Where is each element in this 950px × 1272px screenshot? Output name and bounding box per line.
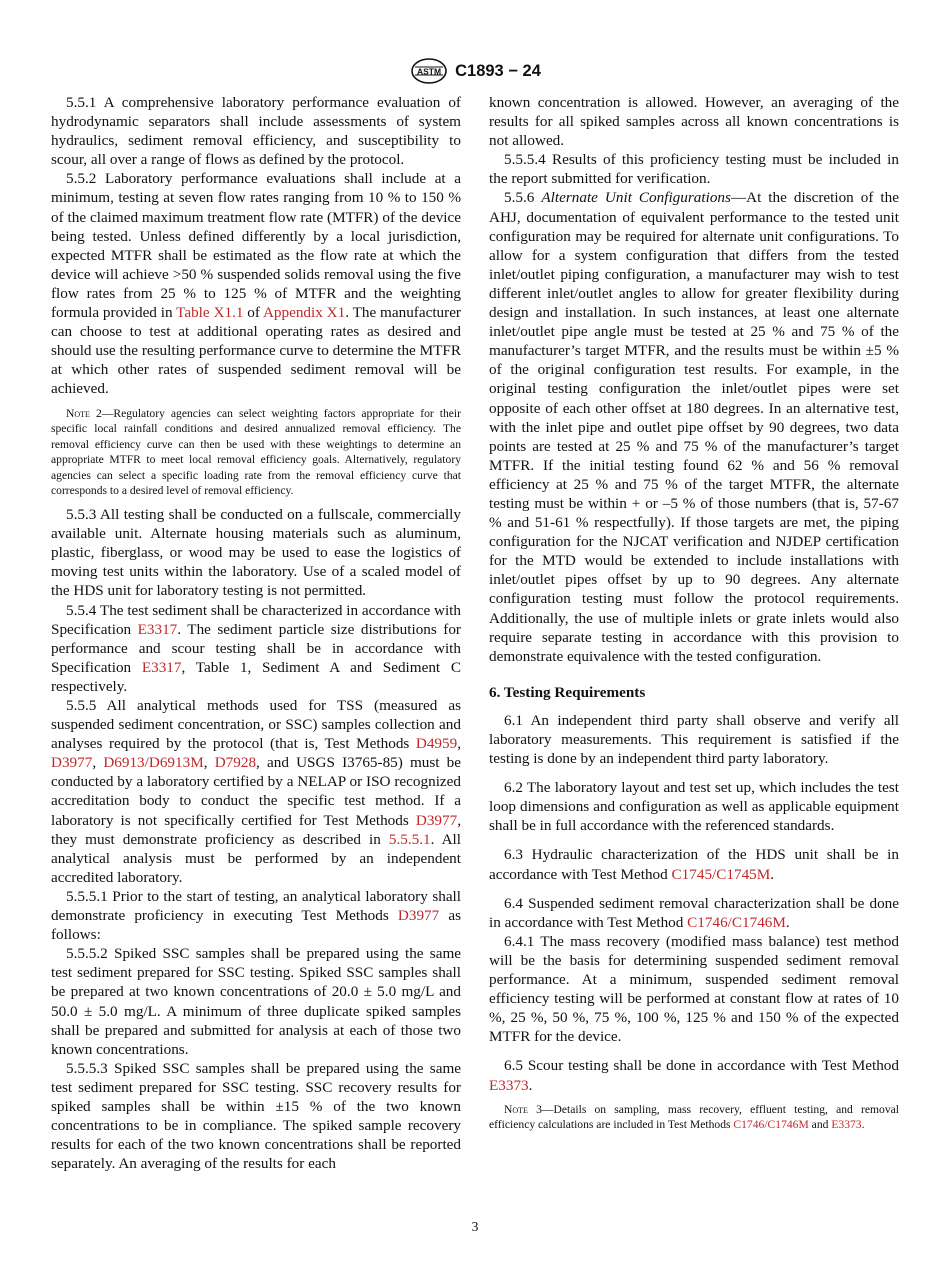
- svg-text:ASTM: ASTM: [417, 66, 442, 77]
- para-5-5-2: 5.5.2 Laboratory performance evaluations shall include at a minimum, testing at seven flow rates ranging from 10 % to 150 % of the claimed maximum treatment flow rate (MTFR) of the device being tested. Unless defined differently by a local jurisdiction, expected MTFR shall be estimated as the flow rate at which the device will achieve >50 % suspended solids removal using the five flow rates from 25 % to 125 % of MTFR and the weighting formula provided in Table X1.1 of Appendix X1. The manufacturer can choose to test at additional operating rates as desired and should use the resulting performance curve to determine the MTFR at which other rates of suspended sediment removal will be achieved.: [51, 170, 461, 398]
- para-5-5-3: 5.5.3 All testing shall be conducted on a fullscale, commercially available unit. Alternate housing materials such as aluminum, plastic, fiberglass, or wood may be used to ease the logistics of moving test units within the laboratory. Use of a scaled model of the HDS unit for laboratory testing is not permitted.: [51, 506, 461, 600]
- para-5-5-6-title: Alternate Unit Configurations: [541, 189, 731, 207]
- link-e3317[interactable]: E3317: [141, 658, 182, 676]
- para-5-5-5-3: 5.5.5.3 Spiked SSC samples shall be prepared using the same test sediment prepared for SSC testing. SSC recovery results for spiked samples shall be within ±15 % of the two known concentrations to be in compliance. The spiked sample recovery results for each of the two known concentrations shall be reported separately. An averaging of the results for each: [51, 1059, 461, 1173]
- standard-code: C1893 − 24: [455, 61, 541, 80]
- para-5-5-5-2: 5.5.5.2 Spiked SSC samples shall be prepared using the same test sediment prepared for SSC testing. Spiked SSC samples shall be prepared at two known concentrations of 20.0 ± 5.0 mg/L and 50.0 ± 5.0 mg/L. A minimum of three duplicate spiked samples shall be prepared and submitted for analysis at each of those two known concentrations.: [51, 945, 461, 1058]
- para-5-5-5-1: 5.5.5.1 Prior to the start of testing, an analytical laboratory shall demonstrate proficiency in executing Test Methods D3977 as follows:: [51, 887, 461, 944]
- page-header: [0, 56, 950, 86]
- link-d4959[interactable]: D4959: [415, 735, 458, 753]
- link-c1746[interactable]: C1746/C1746M: [733, 1118, 809, 1132]
- link-section-5-5-5-1[interactable]: 5.5.5.1: [388, 830, 431, 848]
- para-5-5-5: 5.5.5 All analytical methods used for TSS (measured as suspended sediment concentration, or SSC) samples collection and analyses required by the protocol (that is, Test Methods D4959, D3977, D6913/D6913M, D7928, and USGS I3765-85) must be conducted by a laboratory certified by a NELAP or ISO recognized accreditation body to conduct the specific test method. If a laboratory is not specifically certified for Test Methods D3977, they must demonstrate proficiency as described in 5.5.5.1. All analytical analysis must be performed by an independent accredited laboratory.: [51, 697, 462, 886]
- para-continued: known concentration is allowed. However, an averaging of the results for all spiked samples across all known concentrations is not allowed.: [489, 94, 899, 150]
- note-2: Note 2—Regulatory agencies can select weighting factors appropriate for their specific local rainfall conditions and desired annualized removal efficiency. The removal efficiency curve can then be used with these weightings to determine an appropriate MTFR to meet local removal efficiency goals. Alternatively, regulatory agencies can select a specific loading rate from the removal efficiency curve that corresponds to a desired level of removal efficiency.: [51, 406, 462, 498]
- link-e3317[interactable]: E3317: [137, 620, 178, 638]
- link-e3373[interactable]: E3373: [489, 1076, 529, 1094]
- para-5-5-1: 5.5.1 A comprehensive laboratory performance evaluation of hydrodynamic separators shall include assessments of system hydraulics, sediment removal efficiency, and susceptibility to scour, all over a range of flows as defined by the protocol.: [51, 94, 461, 169]
- para-6-1: 6.1 An independent third party shall observe and verify all laboratory measurements. This requirement is satisfied if the testing is done by an independent third party laboratory.: [489, 711, 899, 768]
- para-6-4-1: 6.4.1 The mass recovery (modified mass balance) test method will be the basis for determining suspended sediment removal performance. At a minimum, suspended sediment removal efficiency testing will be performed at constant flow at rates of 10 %, 25 %, 50 %, 75 %, 100 %, 125 % and 150 % of the expected MTFR for the device.: [489, 932, 899, 1046]
- right-column: [489, 93, 899, 1139]
- para-5-5-5-4: 5.5.5.4 Results of this proficiency testing must be included in the report submitted for verification.: [489, 151, 899, 188]
- note-3: Note 3—Details on sampling, mass recovery, effluent testing, and removal efficiency calculations are included in Test Methods C1746/C1746M and E3373.: [489, 1102, 899, 1132]
- para-6-4: 6.4 Suspended sediment removal characterization shall be done in accordance with Test Method C1746/C1746M.: [489, 894, 899, 931]
- para-5-5-6: 5.5.6 Alternate Unit Configurations—At the discretion of the AHJ, documentation of equivalent performance to the tested unit configuration may be required for alternate unit configurations. To allow for a system configuration that differs from the tested inlet/outlet piping configuration, a manufacturer may wish to test different inlet/outlet angles to allow for greater flexibility during design and installation. In such instances, at least one alternate inlet/outlet pipe angle must be tested at 25 % and 75 % of the manufacturer’s target MTFR, and the results must be within ±5 % of the original configuration test results. For example, in the original testing configuration the inlet/outlet pipes were set opposite of each other offset at 180 degrees. In an alternative test, with the inlet pipe and outlet pipe offset by 90 degrees, two data points are tested at 25 % and 75 % of the manufacturer’s target MTFR. If the initial testing found 62 % and 56 % removal efficiency at 25 % and 75 % of the target MTFR, the alternate testing must be within + or –5 % of those numbers (that is, 57-67 % and 51-61 % respectfully). If those targets are met, the piping configuration for the NJCAT verification and NJDEP certification for the MTD would be extended to include installations with inlet/outlet pipes offset by up to 90 degrees. Any alternate configuration testing must follow the protocol requirements. Additionally, the use of multiple inlets or grate inlets would also require separate testing in accordance with this provision to demonstrate equivalence with the tested configuration.: [489, 189, 899, 665]
- link-d7928[interactable]: D7928: [214, 754, 257, 772]
- para-6-3: 6.3 Hydraulic characterization of the HDS unit shall be in accordance with Test Method C1745/C1745M.: [489, 846, 899, 883]
- left-column: [51, 93, 461, 1173]
- para-5-5-4: 5.5.4 The test sediment shall be characterized in accordance with Specification E3317. The sediment particle size distributions for performance and scour testing shall be in accordance with Specification E3317, Table 1, Sediment A and Sediment C respectively.: [51, 601, 461, 695]
- para-6-5: 6.5 Scour testing shall be done in accordance with Test Method E3373.: [489, 1057, 899, 1094]
- link-e3373[interactable]: E3373: [831, 1118, 862, 1132]
- astm-logo: [409, 56, 449, 86]
- page-number: 3: [471, 1219, 479, 1234]
- link-d3977[interactable]: D3977: [415, 811, 458, 829]
- link-table-x1-1[interactable]: Table X1.1: [176, 304, 244, 322]
- link-d3977[interactable]: D3977: [397, 907, 440, 925]
- link-d3977[interactable]: D3977: [51, 754, 93, 772]
- link-c1745[interactable]: C1745/C1745M: [671, 865, 771, 883]
- link-d6913[interactable]: D6913/D6913M: [103, 754, 204, 772]
- para-6-2: 6.2 The laboratory layout and test set up, which includes the test loop dimensions and configuration as well as applicable equipment shall be in full accordance with the referenced standards.: [489, 779, 899, 835]
- section-6-heading: 6. Testing Requirements: [489, 683, 646, 701]
- link-appendix-x1[interactable]: Appendix X1: [262, 304, 346, 322]
- link-c1746[interactable]: C1746/C1746M: [687, 913, 786, 931]
